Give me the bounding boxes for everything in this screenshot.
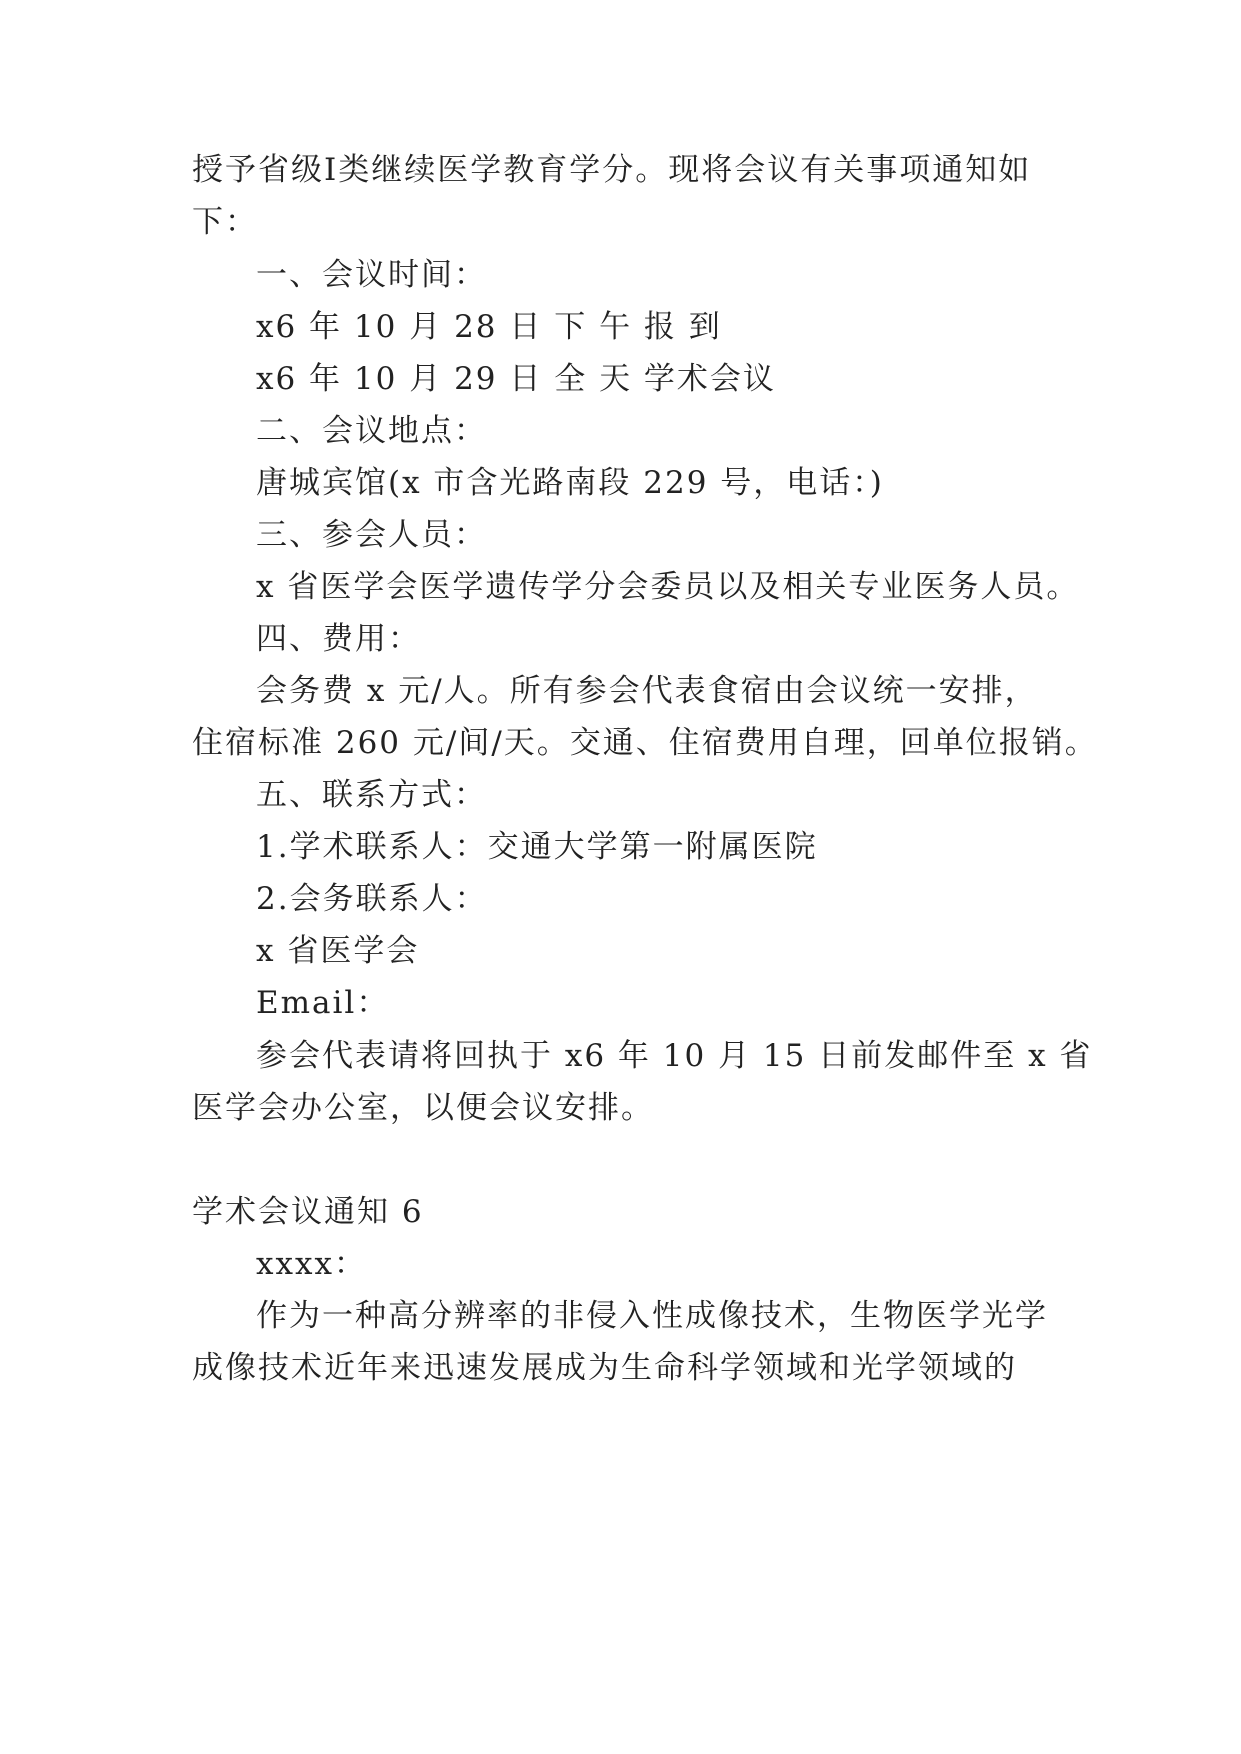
section-heading: 三、参会人员： [256,517,487,553]
email-line: Email： [256,985,390,1021]
paragraph-line: 作为一种高分辨率的非侵入性成像技术，生物医学光学 [256,1298,1048,1334]
paragraph-line: 参会代表请将回执于 x6 年 10 月 15 日前发邮件至 x 省 [256,1038,1093,1074]
paragraph-line: 成像技术近年来迅速发展成为生命科学领域和光学领域的 [192,1350,1017,1386]
paragraph-line: 授予省级Ⅰ类继续医学教育学分。现将会议有关事项通知如 [192,152,1032,188]
paragraph-line: x 省医学会医学遗传学分会委员以及相关专业医务人员。 [256,569,1080,605]
salutation: xxxx： [256,1246,367,1282]
schedule-line: x6 年 10 月 28 日 下 午 报 到 [256,309,722,345]
schedule-line: x6 年 10 月 29 日 全 天 学术会议 [256,361,776,397]
contact-line: x 省医学会 [256,933,420,969]
venue-line: 唐城宾馆(x 市含光路南段 229 号，电话：) [256,465,884,501]
section-heading: 二、会议地点： [256,413,487,449]
contact-line: 1.学术联系人：交通大学第一附属医院 [256,829,818,865]
paragraph-line: 会务费 x 元/人。所有参会代表食宿由会议统一安排， [256,673,1038,709]
section-heading: 五、联系方式： [256,777,487,813]
section-heading: 四、费用： [256,621,421,657]
paragraph-line: 住宿标准 260 元/间/天。交通、住宿费用自理，回单位报销。 [192,725,1098,761]
paragraph-line: 医学会办公室，以便会议安排。 [192,1090,654,1126]
section-heading: 一、会议时间： [256,257,487,293]
contact-line: 2.会务联系人： [256,881,488,917]
paragraph-line: 下： [192,204,258,240]
notice-title: 学术会议通知 6 [192,1194,424,1230]
